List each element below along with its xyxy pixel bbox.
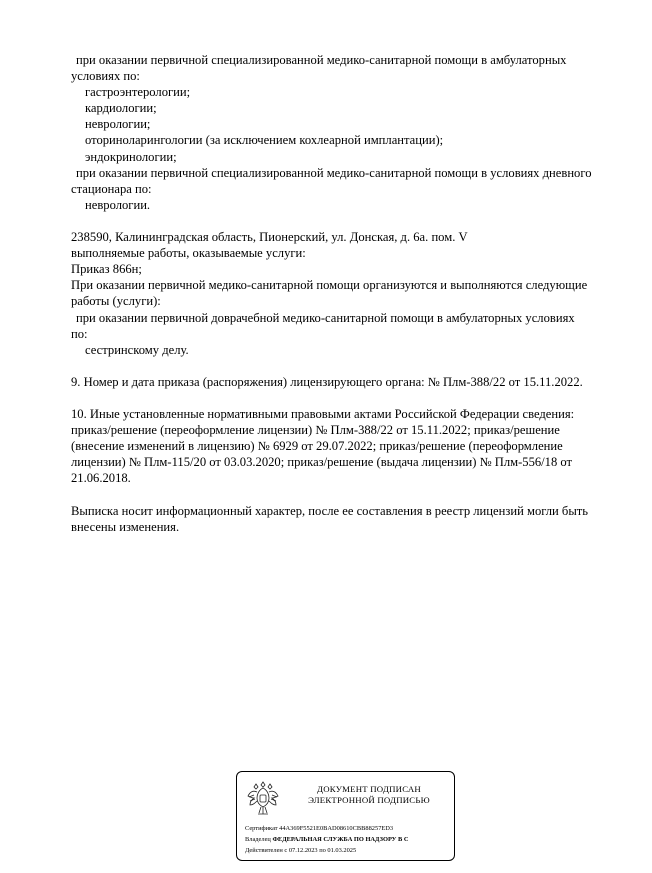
text-line: приказ/решение (переоформление лицензии) № Плм-388/22 от 15.11.2022; приказ/решение xyxy=(71,423,560,438)
text-line: При оказании первичной медико-санитарной помощи организуются и выполняются следующие xyxy=(71,278,588,293)
text-line: стационара по: xyxy=(71,181,152,196)
validity-line: Действителен с 07.12.2023 по 01.03.2025 xyxy=(245,847,357,854)
list-item: сестринскому делу. xyxy=(85,342,189,357)
list-item: оториноларингологии (за исключением кохлеарной имплантации); xyxy=(85,133,444,148)
text-line: лицензии) № Плм-115/20 от 03.03.2020; приказ/решение (выдача лицензии) № Плм-556/18 от xyxy=(71,455,573,470)
order-number-line: 9. Номер и дата приказа (распоряжения) лицензирующего органа: № Плм-388/22 от 15.11.2022. xyxy=(71,374,583,389)
text-line: при оказании первичной специализированной медико-санитарной помощи в амбулаторных xyxy=(76,53,567,67)
text-line: (внесение изменений в лицензию) № 6929 от 29.07.2022; приказ/решение (переоформление xyxy=(71,439,563,454)
list-item: неврологии; xyxy=(85,117,151,132)
document-body xyxy=(71,52,621,535)
text-line: при оказании первичной специализированной медико-санитарной помощи в условиях дневного xyxy=(76,165,592,180)
list-item: эндокринологии; xyxy=(85,149,177,164)
disclaimer-line: внесены изменения. xyxy=(71,519,180,534)
text-line: выполняемые работы, оказываемые услуги: xyxy=(71,246,306,261)
text-line: по: xyxy=(71,326,88,341)
list-item: кардиологии; xyxy=(85,101,157,116)
text-line: 10. Иные установленные нормативными правовыми актами Российской Федерации сведения: xyxy=(71,407,575,422)
stamp-title: ДОКУМЕНТ ПОДПИСАН ЭЛЕКТРОННОЙ ПОДПИСЬЮ xyxy=(308,784,430,805)
certificate-line: Сертификат 44A369F5521E0BAD08610CBB88257ED3 xyxy=(245,825,394,832)
text-line: 21.06.2018. xyxy=(71,471,131,486)
text-line: работы (услуги): xyxy=(71,294,161,309)
disclaimer-line: Выписка носит информационный характер, после ее составления в реестр лицензий могли быть xyxy=(71,503,589,518)
list-item: гастроэнтерологии; xyxy=(85,85,191,100)
stamp-info xyxy=(245,823,455,856)
electronic-signature-stamp xyxy=(236,771,455,861)
russian-coat-of-arms-icon xyxy=(245,778,281,818)
text-line: Приказ 866н; xyxy=(71,262,142,277)
owner-line: Владелец ФЕДЕРАЛЬНАЯ СЛУЖБА ПО НАДЗОРУ В С xyxy=(245,836,409,843)
text-line: условиях по: xyxy=(71,69,140,84)
text-line: при оказании первичной доврачебной медико-санитарной помощи в амбулаторных условиях xyxy=(76,310,575,325)
address-line: 238590, Калининградская область, Пионерский, ул. Донская, д. 6а. пом. V xyxy=(71,230,468,245)
list-item: неврологии. xyxy=(85,197,151,212)
